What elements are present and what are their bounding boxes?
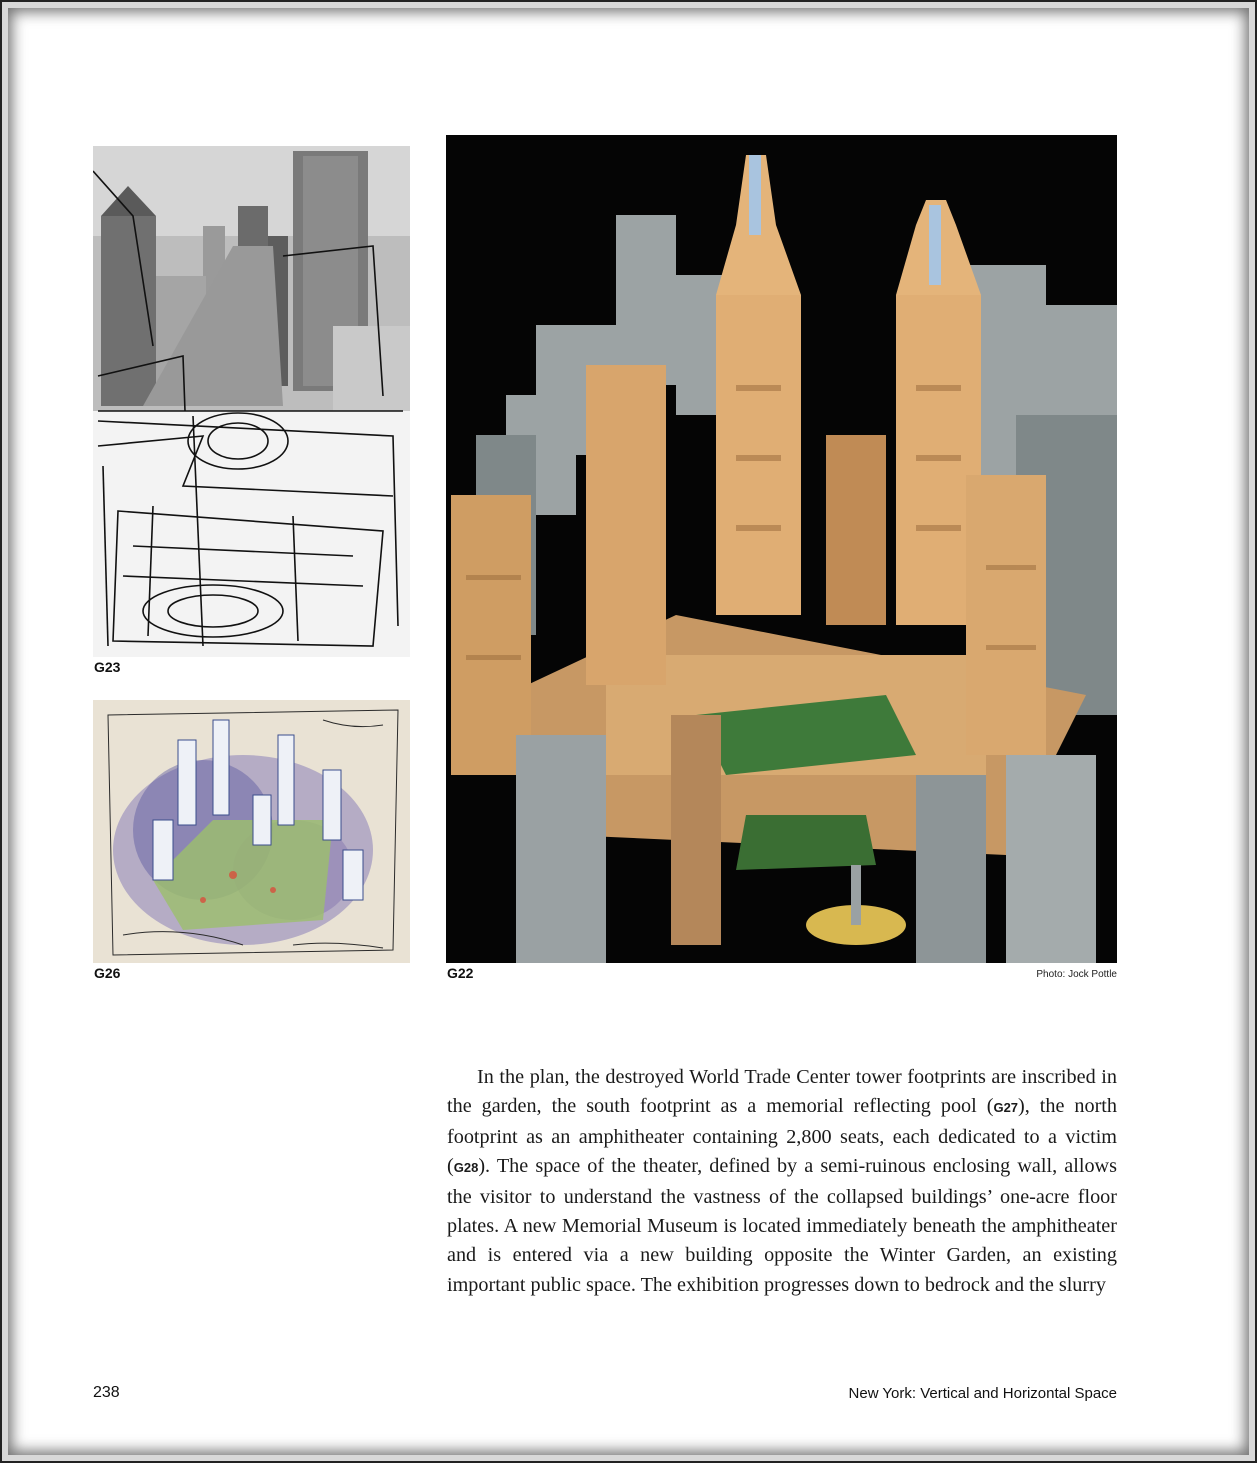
figure-g26-label: G26 bbox=[94, 965, 121, 981]
body-paragraph bbox=[447, 1063, 1117, 1300]
figure-g26-watercolor bbox=[93, 700, 410, 963]
paragraph bbox=[447, 1063, 1117, 1300]
text-run: ). The space of the theater, defined by a semi-ruinous enclosing wall, allows the visitor to understand the vastness of the collapsed buildings’ one-acre floor plates. A new Memorial Museum is located immediately beneath the amphitheater and is entered via a new building opposite the Winter Garden, an existing important public space. The exhibition progresses down to bedrock and the slurry bbox=[447, 1155, 1117, 1296]
text-run: In the plan, the destroyed World Trade Center tower footprints are inscribed in the garden, the south footprint as a memorial reflecting pool ( bbox=[447, 1066, 1117, 1118]
running-head: New York: Vertical and Horizontal Space bbox=[848, 1385, 1117, 1402]
page-number: 238 bbox=[93, 1384, 120, 1401]
figure-g22-model-photo bbox=[446, 135, 1117, 963]
figure-g23-sketch bbox=[93, 146, 410, 657]
photo-credit: Photo: Jock Pottle bbox=[1036, 969, 1117, 980]
text-run: ), the north footprint as an amphitheater containing 2,800 seats, each dedicated to a victim ( bbox=[447, 1095, 1118, 1178]
figure-g22-label: G22 bbox=[447, 965, 474, 981]
figure-g23-label: G23 bbox=[94, 659, 121, 675]
figure-ref-g27[interactable]: G27 bbox=[993, 1100, 1019, 1116]
figure-ref-g28[interactable]: G28 bbox=[453, 1160, 479, 1176]
